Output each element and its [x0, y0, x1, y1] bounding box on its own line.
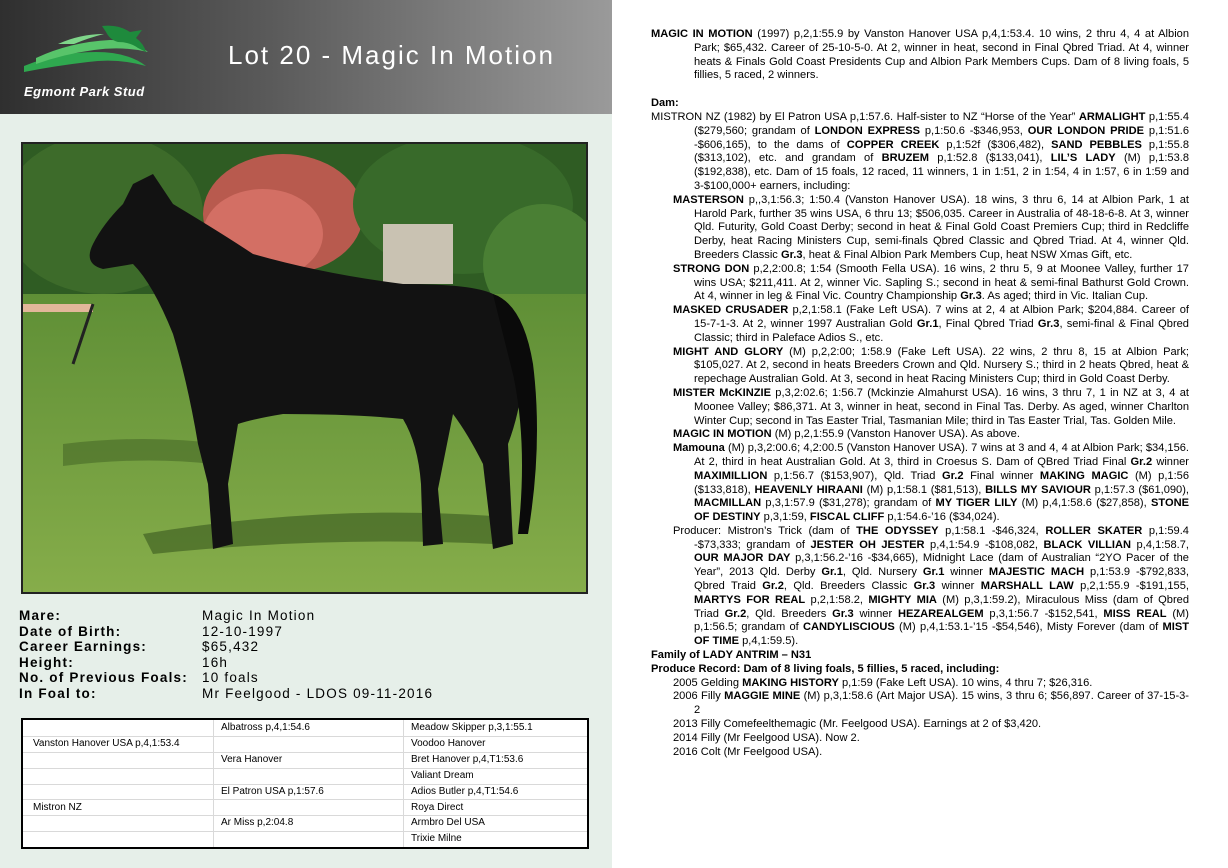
- pedigree-sire-dam: Vanston Hanover USA p,4,1:53.4: [33, 737, 180, 749]
- catalogue-page: [651, 28, 1189, 759]
- logo-text: Egmont Park Stud: [24, 84, 145, 99]
- pedigree-great-grandparent: Trixie Milne: [411, 833, 462, 845]
- pedigree-row: [23, 752, 587, 769]
- pedigree-sire-dam: Mistron NZ: [33, 801, 82, 813]
- pedigree-grandparent: Vera Hanover: [221, 753, 283, 765]
- produce-item: 2006 Filly MAGGIE MINE (M) p,3,1:58.6 (Art Major USA). 15 wins, 3 thru 6; $56,897. Career of 37-15-3-2: [673, 690, 1190, 717]
- header-banner: [0, 0, 612, 114]
- fact-value: $65,432: [202, 639, 260, 654]
- pedigree-row: [23, 720, 587, 737]
- fact-row: [19, 624, 599, 640]
- left-panel: [0, 0, 612, 868]
- pedigree-row: [23, 736, 587, 753]
- fact-value: 16h: [202, 654, 229, 670]
- progeny-paragraph: Mamouna (M) p,3,2:00.6; 4,2:00.5 (Vanston Hanover USA). 7 wins at 3 and 4, 4 at Albion Park; $34,156. At 2, third in heat Australian Gold. At 3, third in Croesus S. Dam of QBred Triad Final Gr.2 winner MAXIMILLION p,1:56.7 ($153,907), Qld. Triad Gr.2 Final winner MAKING MAGIC (M) p,1:56 ($133,818), HEAVENLY HIRAANI (M) p,1:58.1 ($81,513), BILLS MY SAVIOUR p,1:57.3 ($61,090), MACMILLAN p,3,1:57.9 ($31,278); grandam of MY TIGER LILY (M) p,4,1:58.6 ($27,858), STONE OF DESTINY p,3,1:59, FISCAL CLIFF p,1:54.6-’16 ($34,024).: [673, 442, 1190, 524]
- pedigree-row: [23, 800, 587, 817]
- pedigree-grandparent: Albatross p,4,1:54.6: [221, 722, 310, 733]
- lot-title: Lot 20 - Magic In Motion: [228, 40, 555, 70]
- progeny-paragraph: MASTERSON p,,3,1:56.3; 1:50.4 (Vanston Hanover USA). 18 wins, 3 thru 6, 14 at Albion Park, 1 at Harold Park, further 35 wins USA, 6 thru 13; $506,035. Career in Australia of 48-18-6-8. At 3, winner Qld. Futurity, Gold Coast Derby; second in heat & Final Gold Coast Premiers Cup; third in Redcliffe Derby, heat Racing Ministers Cup, semi-finals Qbred Classic and Qbred Triad. At 4, winner Qld. Breeders Classic Gr.3, heat & Final Albion Park Members Cup, heat NSW Xmas Gift, etc.: [673, 193, 1189, 261]
- fact-value: 12-10-1997: [202, 623, 284, 639]
- produce-heading: Produce Record: Dam of 8 living foals, 5 fillies, 5 raced, including:: [651, 662, 1000, 675]
- pedigree-great-grandparent: Bret Hanover p,4,T1:53.6: [411, 753, 524, 765]
- fact-label: Height:: [19, 654, 74, 670]
- fact-label: Date of Birth:: [19, 623, 122, 639]
- dam-heading: Dam:: [651, 97, 679, 110]
- intro-paragraph: MAGIC IN MOTION (1997) p,2,1:55.9 by Vanston Hanover USA p,4,1:53.4. 10 wins, 2 thru 4, 4 at Albion Park; $65,432. Career of 25-10-5-0. At 2, winner in heat, second in Final Qbred Triad. At 4, winner heats & Finals Gold Coast Presidents Cup and Albion Park Members Cups. Dam of 8 living foals, 5 fillies, 5 raced, 2 winners.: [651, 28, 1189, 82]
- pedigree-row: [23, 831, 587, 847]
- pedigree-row: [23, 768, 587, 785]
- pedigree-row: [23, 784, 587, 801]
- fact-label: In Foal to:: [19, 685, 97, 701]
- fact-row: [19, 686, 599, 702]
- pedigree-great-grandparent: Roya Direct: [411, 801, 464, 813]
- progeny-paragraph: STRONG DON p,2,2:00.8; 1:54 (Smooth Fella USA). 16 wins, 2 thru 5, 9 at Moonee Valley, further 17 wins USA; $211,411. At 2, winner Vic. Sapling S.; second in heat & semi-final Bathurst Gold Crown. At 4, winner in leg & Final Vic. Country Championship Gr.3. As aged; third in Vic. Italian Cup.: [673, 262, 1189, 303]
- pedigree-great-grandparent: Adios Butler p,4,T1:54.6: [411, 785, 519, 797]
- fact-row: [19, 655, 599, 671]
- horse-photo: [21, 142, 588, 594]
- pedigree-great-grandparent: Valiant Dream: [411, 769, 474, 781]
- dam-paragraph: MISTRON NZ (1982) by El Patron USA p,1:57.6. Half-sister to NZ “Horse of the Year” ARMALIGHT p,1:55.4 ($279,560; grandam of LONDON EXPRESS p,1:50.6 -$346,953, OUR LONDON PRIDE p,1:51.6 -$606,165), to the dams of COPPER CREEK p,1:52f ($306,482), SAND PEBBLES p,1:55.8 ($313,102), etc. and grandam of BRUZEM p,1:52.8 ($133,041), LIL’S LADY (M) p,1:53.8 ($192,838), etc. Dam of 15 foals, 12 raced, 11 winners, 1 in 1:51, 2 in 1:54, 4 in 1:57, 6 in 1:59 and 3-$100,000+ earners, including:: [651, 110, 1190, 192]
- produce-item: 2014 Filly (Mr Feelgood USA). Now 2.: [673, 731, 860, 744]
- produce-item: 2013 Filly Comefeelthemagic (Mr. Feelgood USA). Earnings at 2 of $3,420.: [673, 718, 1042, 731]
- producer-paragraph: Producer: Mistron’s Trick (dam of THE ODYSSEY p,1:58.1 -$46,324, ROLLER SKATER p,1:59.4 -$73,333; grandam of JESTER OH JESTER p,4,1:54.9 -$108,082, BLACK VILLIAN p,4,1:58.7, OUR MAJOR DAY p,3,1:56.2-’16 -$34,665), Midnight Lace (dam of Australian “2YO Pacer of the Year”, 2013 Qld. Derby Gr.1, Qld. Nursery Gr.1 winner MAJESTIC MACH p,1:53.9 -$792,833, Qbred Traid Gr.2, Qld. Breeders Classic Gr.3 winner MARSHALL LAW p,2,1:55.9 -$191,155, MARTYS FOR REAL p,2,1:58.2, MIGHTY MIA (M) p,3,1:59.2), Miraculous Miss (dam of Qbred Triad Gr.2, Qld. Breeders Gr.3 winner HEZAREALGEM p,3,1:56.7 -$152,541, MISS REAL (M) p,1:56.5; grandam of CANDYLISCIOUS (M) p,4,1:53.1-’15 -$54,546), Misty Forever (dam of MIST OF TIME p,4,1:59.5).: [673, 524, 1190, 648]
- fact-row: [19, 639, 599, 655]
- progeny-paragraph: MASKED CRUSADER p,2,1:58.1 (Fake Left USA). 7 wins at 2, 4 at Albion Park; $204,884. Career of 15-7-1-3. At 2, winner 1997 Australian Gold Gr.1, Final Qbred Triad Gr.3, semi-final & Final Qbred Classic; third in Paleface Adios S., etc.: [673, 304, 1189, 344]
- pedigree-great-grandparent: Meadow Skipper p,3,1:55.1: [411, 722, 533, 733]
- fact-label: No. of Previous Foals:: [19, 670, 188, 685]
- fact-label: Career Earnings:: [19, 639, 147, 654]
- fact-value: 10 foals: [202, 670, 259, 685]
- produce-item: 2016 Colt (Mr Feelgood USA).: [673, 745, 823, 758]
- pedigree-row: [23, 815, 587, 832]
- progeny-paragraph: MISTER McKINZIE p,3,2:02.6; 1:56.7 (Mckinzie Almahurst USA). 16 wins, 3 thru 7, 1 in NZ at 3, 4 at Moonee Valley; $86,371. At 3, winner in heat, second in Final Tas. Derby. As aged, winner Charlton Winter Cup; second in Tas Easter Trial, Tasmanian Mile; third in Tas Easter Trial, Tas. Golden Mile.: [673, 386, 1189, 427]
- progeny-paragraph: MAGIC IN MOTION (M) p,2,1:55.9 (Vanston Hanover USA). As above.: [673, 428, 1020, 441]
- family-line: Family of LADY ANTRIM – N31: [651, 649, 812, 662]
- fact-value: Magic In Motion: [202, 608, 316, 623]
- stud-logo-icon: [18, 22, 158, 84]
- produce-item: 2005 Gelding MAKING HISTORY p,1:59 (Fake Left USA). 10 wins, 4 thru 7; $26,316.: [673, 676, 1093, 689]
- mare-facts: [19, 608, 599, 701]
- pedigree-great-grandparent: Voodoo Hanover: [411, 737, 486, 749]
- fact-row: [19, 670, 599, 686]
- pedigree-great-grandparent: Armbro Del USA: [411, 817, 485, 829]
- pedigree-grandparent: Ar Miss p,2:04.8: [221, 817, 294, 829]
- fact-label: Mare:: [19, 608, 62, 623]
- progeny-paragraph: MIGHT AND GLORY (M) p,2,2:00; 1:58.9 (Fake Left USA). 22 wins, 2 thru 8, 15 at Albion Park; $105,027. At 2, second in heats Breeders Crown and Qld. Nursery S.; third in 2 heats Qbred, heat & repechage Australian Gold. At 3, second in heat Racing Ministers Cup; third in Gold Coast Derby.: [673, 345, 1190, 386]
- fact-row: [19, 608, 599, 624]
- pedigree-table: [21, 718, 589, 849]
- fact-value: Mr Feelgood - LDOS 09-11-2016: [202, 685, 434, 701]
- pedigree-grandparent: El Patron USA p,1:57.6: [221, 785, 324, 797]
